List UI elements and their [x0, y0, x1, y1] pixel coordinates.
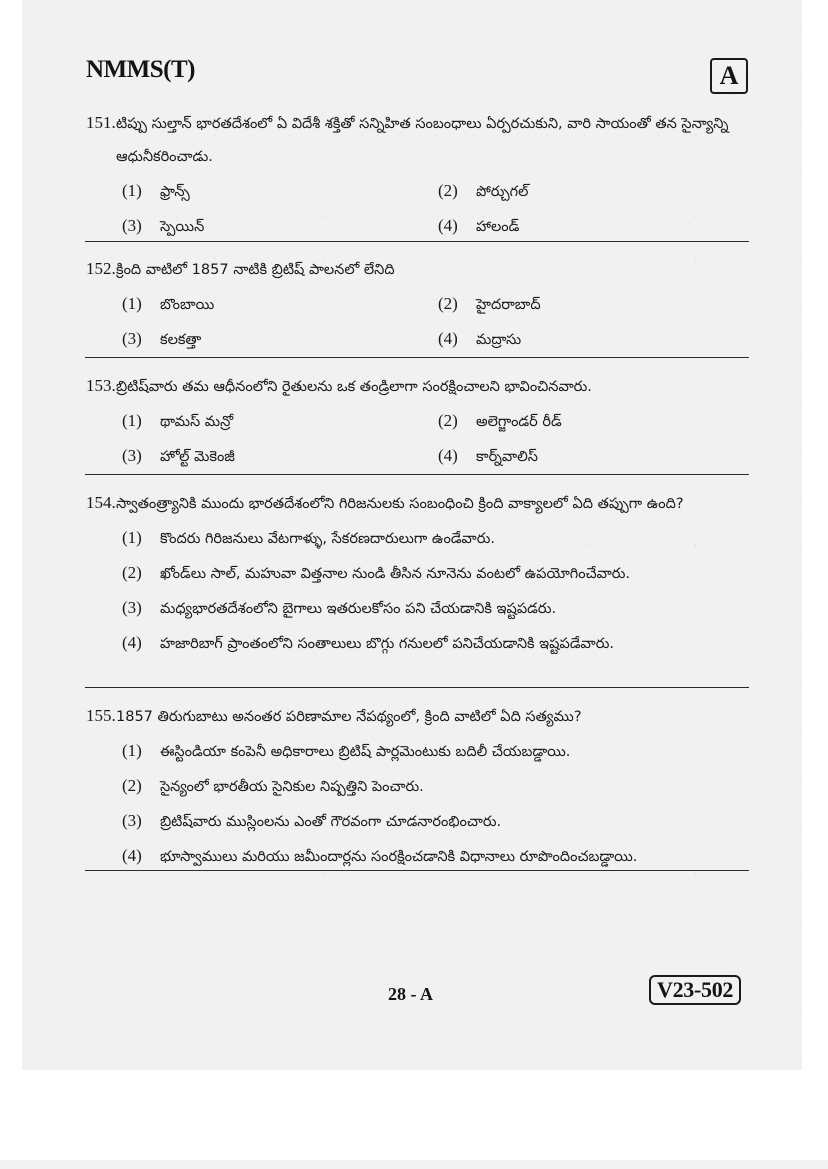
option-1: (1) బొంబాయి	[122, 294, 215, 313]
question-number: 151.	[86, 113, 116, 132]
option-4: (4) భూస్వాములు మరియు జమీందార్లను సంరక్షించడానికి విధానాలు రూపొందించబడ్డాయి.	[122, 846, 638, 865]
question-divider	[85, 474, 749, 475]
option-3: (3) హోల్ట్ మెకెంజీ	[122, 446, 235, 465]
question-155	[86, 699, 751, 874]
option-3: (3) బ్రిటిష్‌వారు ముస్లింలను ఎంతో గౌరవంగా చూడనారంభించారు.	[122, 811, 502, 830]
question-text: క్రింది వాటిలో 1857 నాటికి బ్రిటిష్ పాలనలో లేనిది	[116, 262, 395, 278]
option-1: (1) ఫ్రాన్స్	[122, 181, 190, 200]
option-2: (2) సైన్యంలో భారతీయ సైనికుల నిష్పత్తిని పెంచారు.	[122, 776, 424, 795]
option-2: (2) అలెగ్జాండర్ రీడ్	[438, 411, 562, 430]
question-divider	[85, 687, 749, 688]
option-2: (2) ఖోండ్‌లు సాల్, మహువా విత్తనాల నుండి తీసిన నూనెను వంటలో ఉపయోగించేవారు.	[122, 563, 631, 582]
question-set-badge: A	[710, 58, 748, 94]
question-number: 152.	[86, 259, 116, 278]
page-number: 28 - A	[388, 984, 433, 1004]
question-stem	[86, 699, 751, 734]
option-1: (1) థామస్ మన్రో	[122, 411, 234, 430]
question-151	[86, 106, 751, 244]
options-grid	[86, 404, 751, 474]
question-stem	[86, 486, 751, 521]
question-number: 153.	[86, 376, 116, 395]
question-stem	[86, 369, 751, 404]
option-3: (3) కలకత్తా	[122, 329, 202, 348]
question-divider	[85, 241, 749, 242]
option-3: (3) మధ్యభారతదేశంలోని బైగాలు ఇతరులకోసం పని చేయడానికి ఇష్టపడరు.	[122, 598, 557, 617]
option-4: (4) హాలండ్	[438, 216, 520, 235]
question-text: టిప్పు సుల్తాన్ భారతదేశంలో ఏ విదేశీ శక్తితో సన్నిహిత సంబంధాలు ఏర్పరచుకుని, వారి సాయంతో తన సైన్యాన్ని ఆధునీకరించాడు.	[116, 116, 729, 165]
question-number: 155.	[86, 706, 116, 725]
option-2: (2) హైదరాబాద్	[438, 294, 541, 313]
question-divider	[85, 357, 749, 358]
question-number: 154.	[86, 493, 116, 512]
question-text: బ్రిటిష్‌వారు తమ ఆధీనంలోని రైతులను ఒక తండ్రిలాగా సంరక్షించాలని భావించినవారు.	[116, 379, 592, 395]
question-text: 1857 తిరుగుబాటు అనంతర పరిణామాల నేపథ్యంలో, క్రింది వాటిలో ఏది సత్యము?	[116, 709, 582, 725]
option-4: (4) కార్న్‌వాలిస్	[438, 446, 538, 465]
question-153	[86, 369, 751, 474]
question-152	[86, 252, 751, 357]
question-stem	[86, 106, 751, 174]
option-4: (4) మద్రాసు	[438, 329, 522, 348]
options-grid	[86, 287, 751, 357]
question-stem	[86, 252, 751, 287]
question-divider	[85, 870, 749, 871]
options-grid	[86, 174, 751, 244]
option-1: (1) కొందరు గిరిజనులు వేటగాళ్ళు, సేకరణదారులుగా ఉండేవారు.	[122, 528, 495, 547]
options-list	[86, 734, 751, 874]
paper-code-badge: V23-502	[649, 975, 741, 1005]
option-3: (3) స్పెయిన్	[122, 216, 205, 235]
option-2: (2) పోర్చుగల్	[438, 181, 529, 200]
exam-code-header: NMMS(T)	[86, 56, 195, 83]
option-1: (1) ఈస్టిండియా కంపెనీ అధికారాలు బ్రిటిష్ పార్లమెంటుకు బదిలీ చేయబడ్డాయి.	[122, 741, 571, 760]
question-text: స్వాతంత్ర్యానికి ముందు భారతదేశంలోని గిరిజనులకు సంబంధించి క్రింది వాక్యాలలో ఏది తప్పుగా ఉంది?	[116, 496, 684, 512]
option-4: (4) హజారిబాగ్ ప్రాంతంలోని సంతాలులు బొగ్గు గనులలో పనిచేయడానికి ఇష్టపడేవారు.	[122, 633, 614, 652]
question-154	[86, 486, 751, 661]
page-bottom-edge	[0, 1160, 828, 1169]
options-list	[86, 521, 751, 661]
